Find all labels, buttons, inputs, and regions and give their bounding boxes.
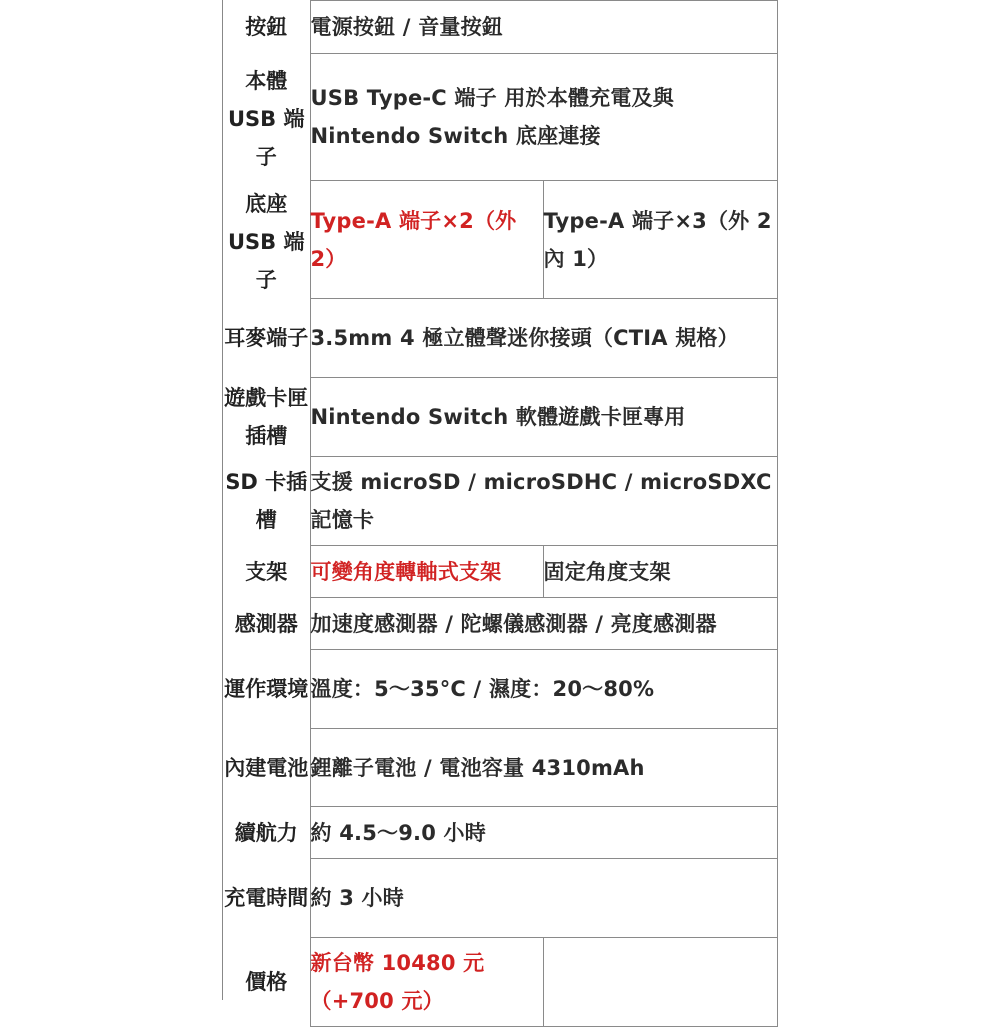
row-value-dock-usb-b: Type-A 端子×3（外 2 內 1） [543,181,777,299]
row-label-game-card-slot: 遊戲卡匣插槽 [224,386,309,448]
row-value-buttons: 電源按鈕 / 音量按鈕 [310,1,777,54]
table-row [223,650,777,729]
table-row [223,181,777,299]
row-value-stand-b: 固定角度支架 [543,546,777,598]
row-value-battery: 鋰離子電池 / 電池容量 4310mAh [310,729,777,807]
row-label-battery: 內建電池 [224,755,309,780]
row-label-stand: 支架 [245,559,288,584]
row-label-body-usb: 本體 USB 端子 [228,69,305,169]
row-value-dock-usb-a: Type-A 端子×2（外 2） [310,181,543,299]
row-value-stand-a: 可變角度轉軸式支架 [310,546,543,598]
table-row [223,299,777,378]
row-value-battery-life: 約 4.5～9.0 小時 [310,807,777,859]
row-label-battery-life: 續航力 [234,820,298,845]
table-row [223,859,777,938]
row-label-buttons: 按鈕 [245,15,288,39]
table-row [223,457,777,546]
row-label-environment: 運作環境 [224,677,309,701]
row-label-price: 價格 [245,970,288,994]
row-label-headset-jack: 耳麥端子 [224,326,309,350]
row-label-dock-usb: 底座 USB 端子 [228,191,305,292]
row-label-sd-slot: SD 卡插槽 [225,470,308,532]
row-value-sd-slot: 支援 microSD / microSDHC / microSDXC 記憶卡 [310,457,777,546]
row-value-environment: 溫度：5～35°C / 濕度：20～80% [310,650,777,729]
table-row [223,546,777,598]
table-row [223,598,777,650]
row-value-price-a: 新台幣 10480 元（+700 元） [310,938,543,1027]
row-value-headset-jack: 3.5mm 4 極立體聲迷你接頭（CTIA 規格） [310,299,777,378]
row-label-sensors: 感測器 [234,611,298,636]
row-label-charge-time: 充電時間 [224,886,309,910]
table-row [223,938,777,1027]
spec-table [223,0,778,1027]
table-row [223,378,777,457]
row-value-charge-time: 約 3 小時 [310,859,777,938]
table-row [223,54,777,181]
table-row [223,807,777,859]
table-row [223,1,777,54]
row-value-body-usb: USB Type-C 端子 用於本體充電及與 Nintendo Switch 底座連接 [310,54,777,181]
row-value-sensors: 加速度感測器 / 陀螺儀感測器 / 亮度感測器 [310,598,777,650]
row-value-game-card-slot: Nintendo Switch 軟體遊戲卡匣專用 [310,378,777,457]
table-row [223,729,777,807]
row-value-price-b [543,938,777,1027]
